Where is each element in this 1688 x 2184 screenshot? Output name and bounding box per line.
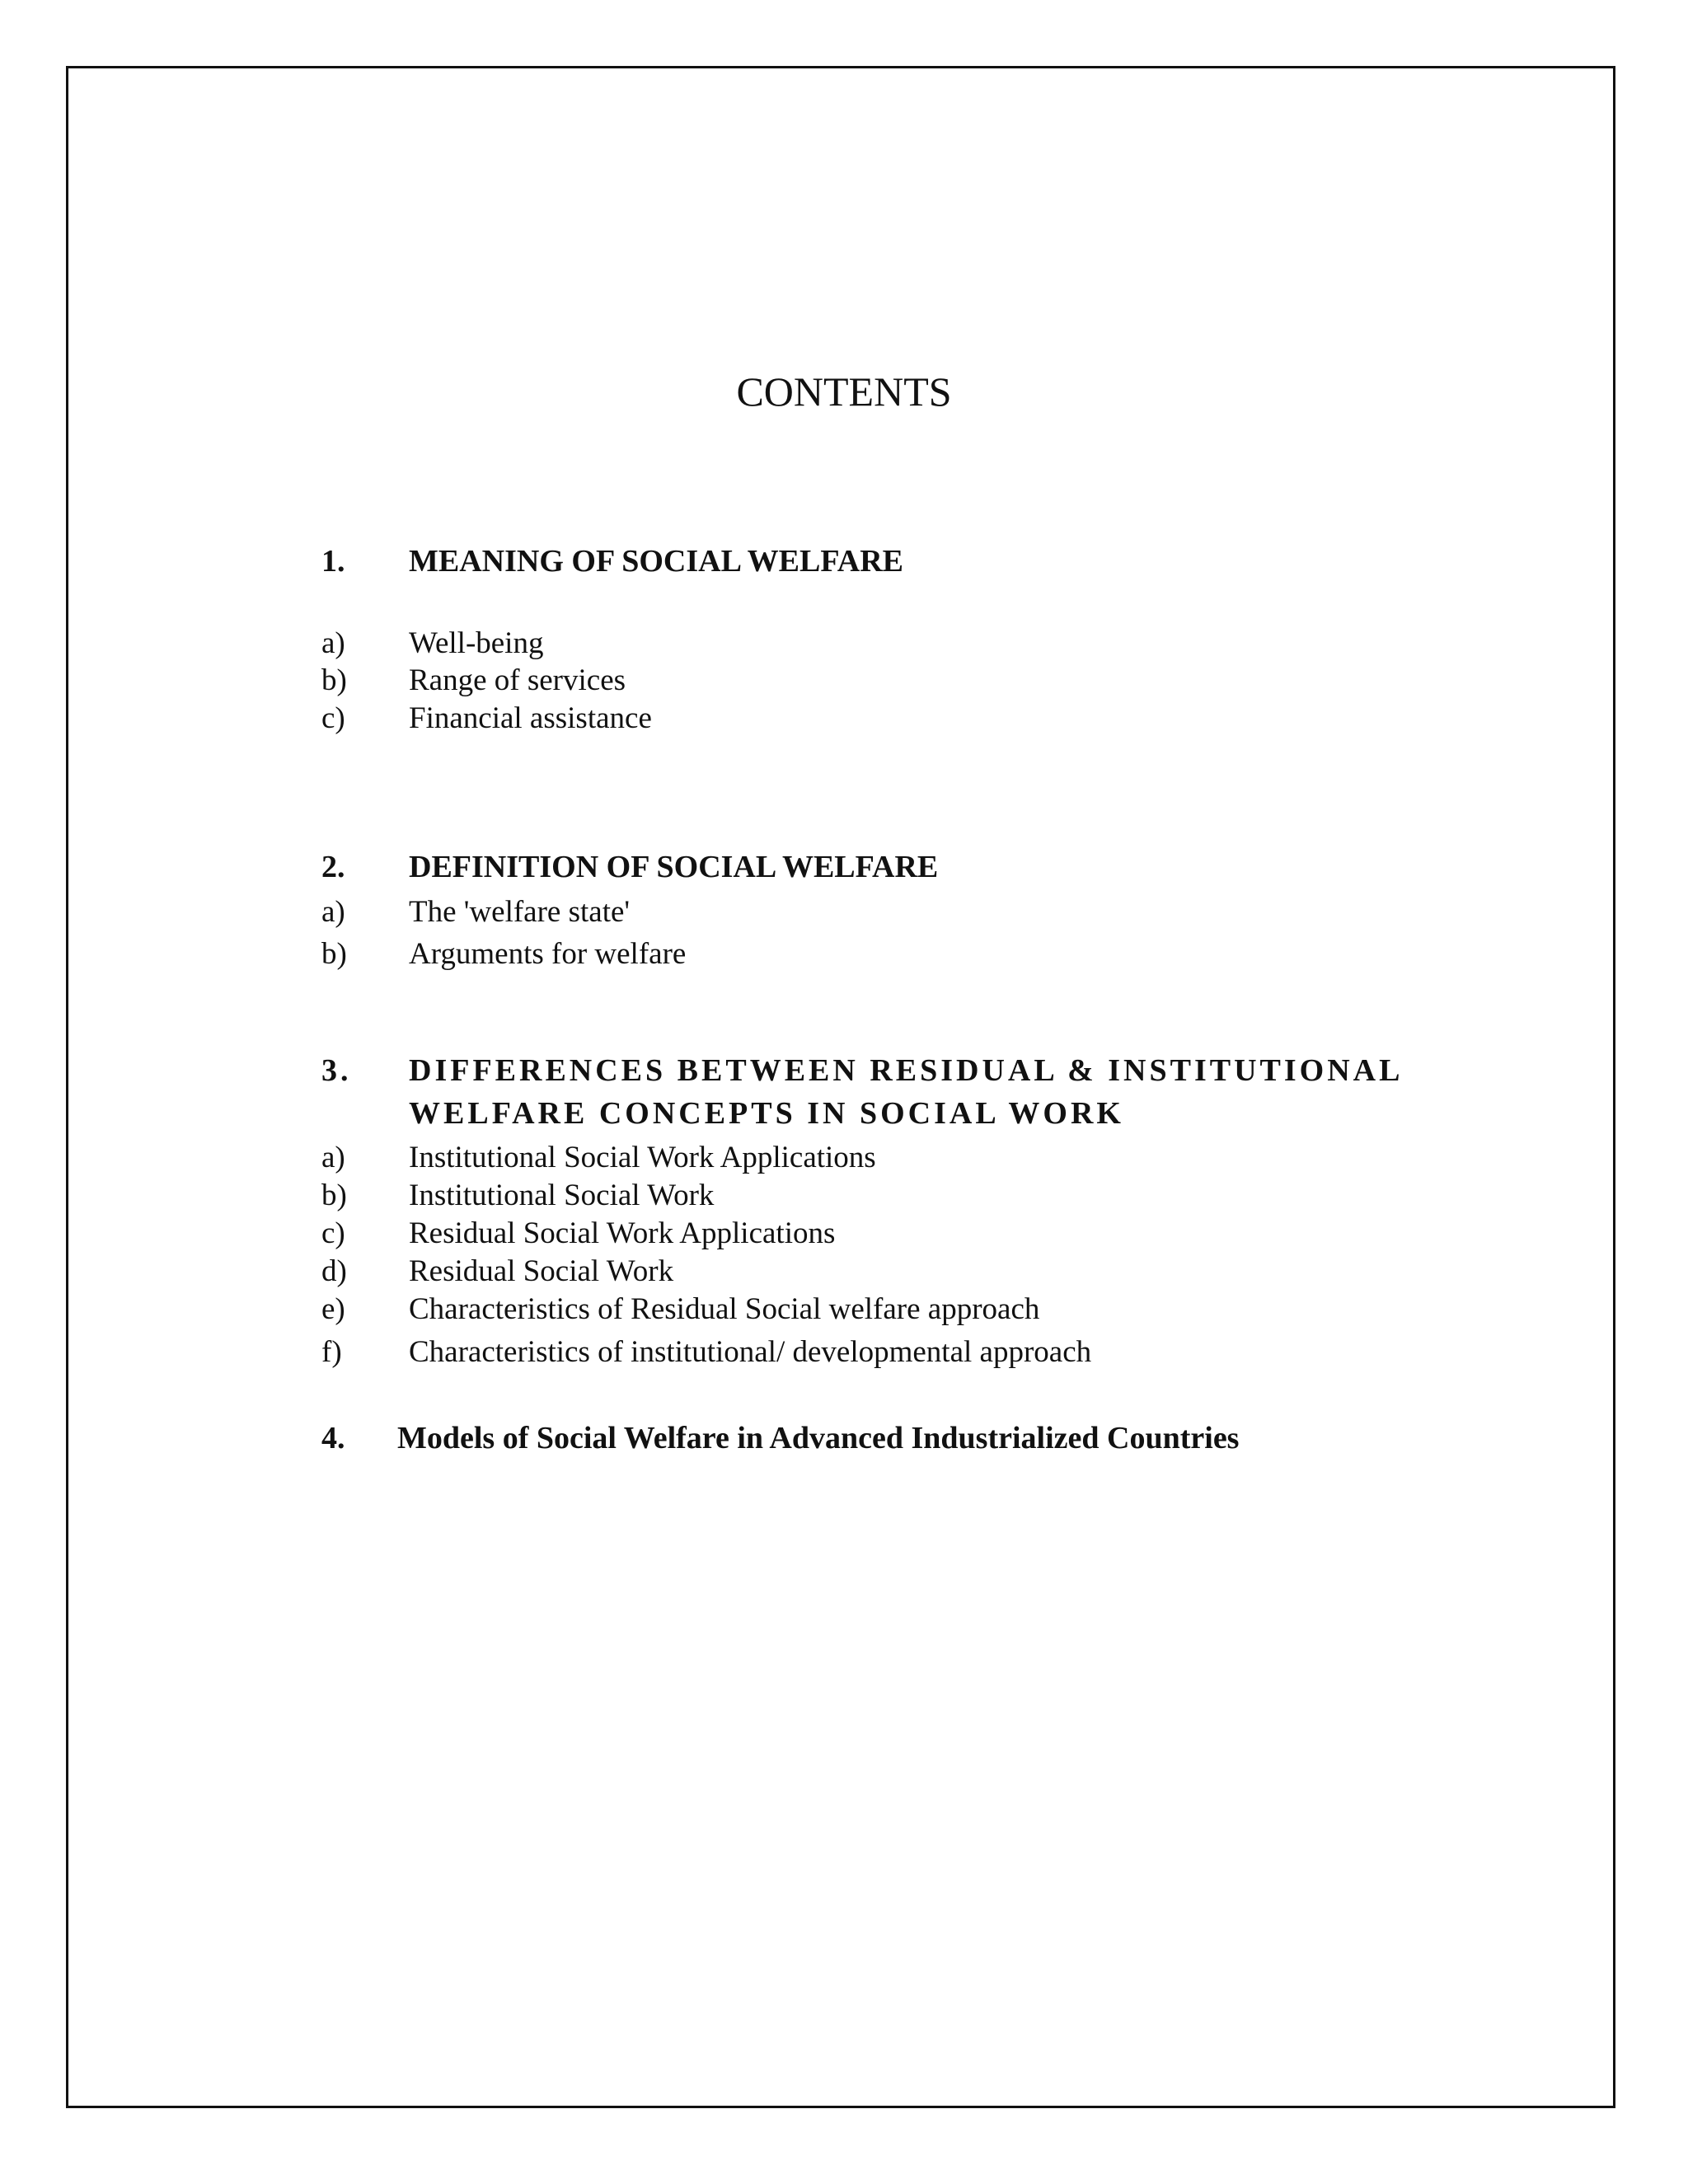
section-number: 1. xyxy=(321,544,345,579)
item-label: c) xyxy=(321,1216,345,1250)
item-text: The 'welfare state' xyxy=(409,895,631,929)
item-label: b) xyxy=(321,1179,347,1212)
page-title: CONTENTS xyxy=(736,368,952,415)
section-title: MEANING OF SOCIAL WELFARE xyxy=(409,544,903,579)
item-label: f) xyxy=(321,1335,342,1369)
item-text: Characteristics of Residual Social welfare approach xyxy=(409,1292,1040,1326)
section-title: DEFINITION OF SOCIAL WELFARE xyxy=(409,850,939,884)
section-title: Models of Social Welfare in Advanced Industrialized Countries xyxy=(397,1421,1240,1455)
section-number: 2. xyxy=(321,850,345,884)
section-title: DIFFERENCES BETWEEN RESIDUAL & INSTITUTIONAL xyxy=(409,1053,1404,1088)
item-label: c) xyxy=(321,701,345,735)
item-label: a) xyxy=(321,626,345,660)
item-text: Institutional Social Work xyxy=(409,1179,715,1212)
item-label: a) xyxy=(321,1141,345,1174)
section-number: 3. xyxy=(321,1053,352,1088)
item-text: Characteristics of institutional/ developmental approach xyxy=(409,1335,1092,1369)
item-text: Residual Social Work xyxy=(409,1254,674,1288)
item-label: d) xyxy=(321,1254,347,1288)
item-label: b) xyxy=(321,663,347,697)
section-title-line2: WELFARE CONCEPTS IN SOCIAL WORK xyxy=(409,1096,1124,1131)
item-text: Institutional Social Work Applications xyxy=(409,1141,876,1174)
section-number: 4. xyxy=(321,1421,345,1455)
item-label: b) xyxy=(321,937,347,971)
item-label: e) xyxy=(321,1292,345,1326)
item-text: Well-being xyxy=(409,626,544,660)
item-text: Residual Social Work Applications xyxy=(409,1216,836,1250)
item-text: Arguments for welfare xyxy=(409,937,687,971)
item-text: Range of services xyxy=(409,663,626,697)
item-text: Financial assistance xyxy=(409,701,652,735)
item-label: a) xyxy=(321,895,345,929)
